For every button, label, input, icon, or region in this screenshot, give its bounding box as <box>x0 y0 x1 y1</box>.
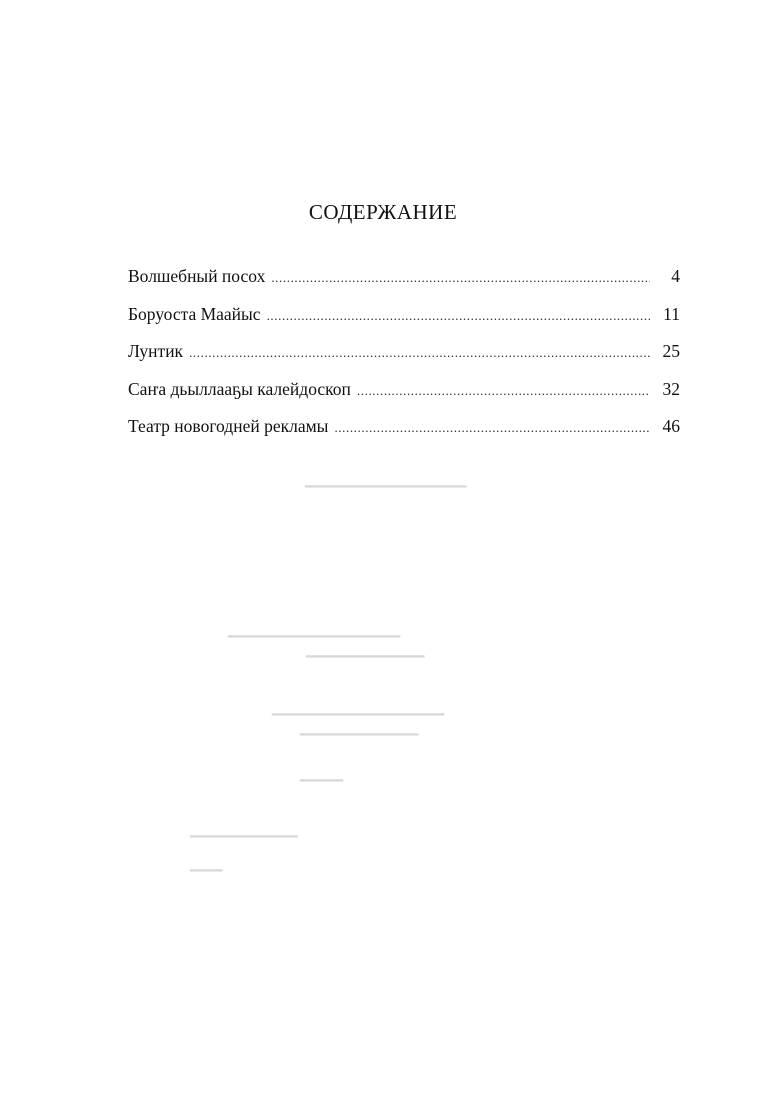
toc-entry-page: 4 <box>671 266 680 286</box>
toc-entry <box>128 379 680 417</box>
toc-entry <box>128 341 680 379</box>
show-through-mark: ▁▁▁▁▁▁▁▁▁▁ <box>190 823 298 838</box>
toc-entry-label: Театр новогодней рекламы <box>128 416 329 436</box>
toc-leader-dots <box>189 345 650 361</box>
show-through-mark: ▁▁▁ <box>190 857 223 872</box>
toc-entry-page: 46 <box>662 416 680 436</box>
toc-entry-label: Лунтик <box>128 341 184 361</box>
toc-entry-label: Саҥа дьыллааҕы калейдоскоп <box>128 378 351 399</box>
show-through-mark: ▁▁▁▁▁▁▁▁▁▁▁▁▁▁▁▁ <box>228 623 401 638</box>
show-through-mark: ▁▁▁▁▁▁▁▁▁▁▁ <box>300 721 419 736</box>
toc-entry-label: Волшебный посох <box>128 266 266 286</box>
toc-leader-dots <box>271 270 650 286</box>
toc-entry-page: 32 <box>662 378 680 399</box>
toc-entry-page: 25 <box>662 341 680 361</box>
page-title: СОДЕРЖАНИЕ <box>308 200 458 224</box>
toc-leader-dots <box>334 420 650 436</box>
toc-entry-page: 11 <box>663 303 680 324</box>
show-through-mark: ▁▁▁▁▁▁▁▁▁▁▁ <box>306 643 425 658</box>
toc-leader-dots <box>357 383 650 399</box>
toc-entry-label: Боруоста Маайыс <box>128 303 261 324</box>
table-of-contents <box>128 266 680 454</box>
show-through-mark: ▁▁▁▁▁▁▁▁▁▁▁▁▁▁▁▁ <box>272 701 445 716</box>
show-through-mark: ▁▁▁▁ <box>300 767 344 782</box>
toc-entry <box>128 266 680 304</box>
toc-entry <box>128 416 680 454</box>
toc-entry <box>128 304 680 342</box>
toc-leader-dots <box>267 308 650 324</box>
show-through-mark: ▁▁▁▁▁▁▁▁▁▁▁▁▁▁▁ <box>305 473 467 488</box>
